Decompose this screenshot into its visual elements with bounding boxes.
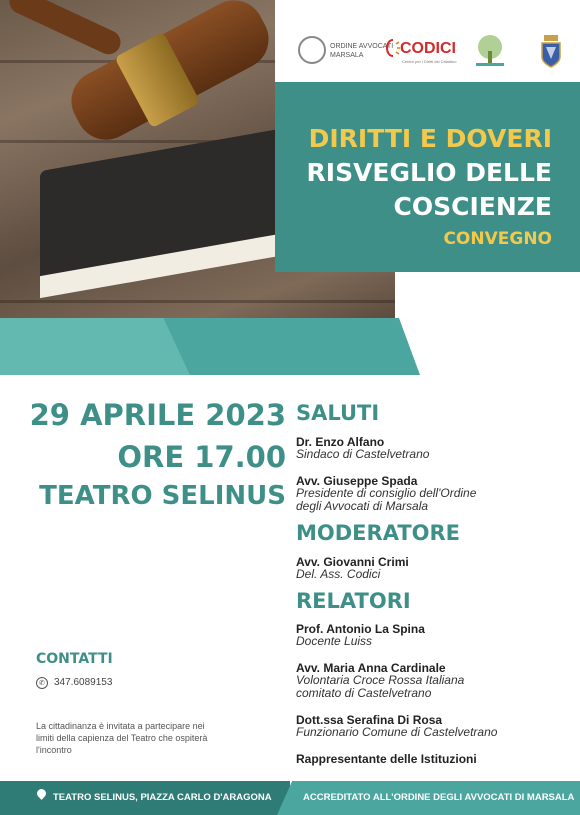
title-line-3: COSCIENZE	[393, 192, 552, 221]
speaker-name: Prof. Antonio La Spina	[296, 622, 425, 636]
speaker-role-2: comitato di Castelvetrano	[296, 686, 432, 700]
speaker-name: Avv. Giuseppe Spada	[296, 474, 418, 488]
speaker-role: Volontaria Croce Rossa Italiana	[296, 673, 465, 687]
decor-stripe	[0, 318, 190, 375]
speaker-role: Funzionario Comune di Castelvetrano	[296, 725, 498, 739]
speaker-role: Del. Ass. Codici	[296, 567, 381, 581]
ordine-avvocati-logo-icon	[298, 36, 326, 64]
contatti-heading: CONTATTI	[36, 651, 113, 667]
speaker-name: Dr. Enzo Alfano	[296, 435, 385, 449]
speaker-role: Docente Luiss	[296, 634, 373, 648]
ordine-logo-text-2: MARSALA	[330, 52, 364, 59]
tree-logo-icon	[470, 33, 510, 69]
speaker-name: Dott.ssa Serafina Di Rosa	[296, 713, 443, 727]
event-venue: TEATRO SELINUS	[39, 481, 286, 511]
saluti-heading: SALUTI	[296, 401, 380, 425]
title-line-1: DIRITTI E DOVERI	[308, 124, 552, 153]
moderatore-heading: MODERATORE	[296, 521, 461, 545]
codici-logo-sub: Centro per i Diritti del Cittadino	[402, 59, 457, 64]
gavel-handle	[6, 0, 125, 58]
speaker-name: Avv. Giovanni Crimi	[296, 555, 409, 569]
speaker-role: Sindaco di Castelvetrano	[296, 447, 430, 461]
event-date: 29 APRILE 2023	[29, 398, 286, 432]
speaker-name: Avv. Maria Anna Cardinale	[296, 661, 446, 675]
ordine-logo-text: ORDINE AVVOCATI	[330, 43, 394, 50]
relatori-heading: RELATORI	[296, 589, 411, 613]
codici-mark-icon	[386, 39, 400, 57]
speaker-role-2: degli Avvocati di Marsala	[296, 499, 429, 513]
event-time: ORE 17.00	[117, 440, 286, 474]
codici-logo: CODICI	[400, 40, 456, 57]
speaker-role: Presidente di consiglio dell'Ordine	[296, 486, 477, 500]
wood-plank	[0, 300, 395, 303]
title-line-2: RISVEGLIO DELLE	[306, 158, 552, 187]
phone-number[interactable]: 347.6089153	[54, 677, 113, 688]
municipal-crest-icon	[538, 33, 564, 69]
footer-accreditation: ACCREDITATO ALL'ORDINE DEGLI AVVOCATI DI MARSALA	[303, 792, 575, 803]
attendance-note: La cittadinanza è invitata a partecipare nei limiti della capienza del Teatro che ospiterà l'incontro	[36, 721, 208, 755]
speaker-name: Rappresentante delle Istituzioni	[296, 752, 477, 766]
event-type: CONVEGNO	[443, 229, 552, 249]
footer-location: TEATRO SELINUS, PIAZZA CARLO D'ARAGONA	[53, 792, 272, 803]
partner-logos	[298, 33, 573, 71]
phone-icon: ✆	[36, 677, 48, 689]
